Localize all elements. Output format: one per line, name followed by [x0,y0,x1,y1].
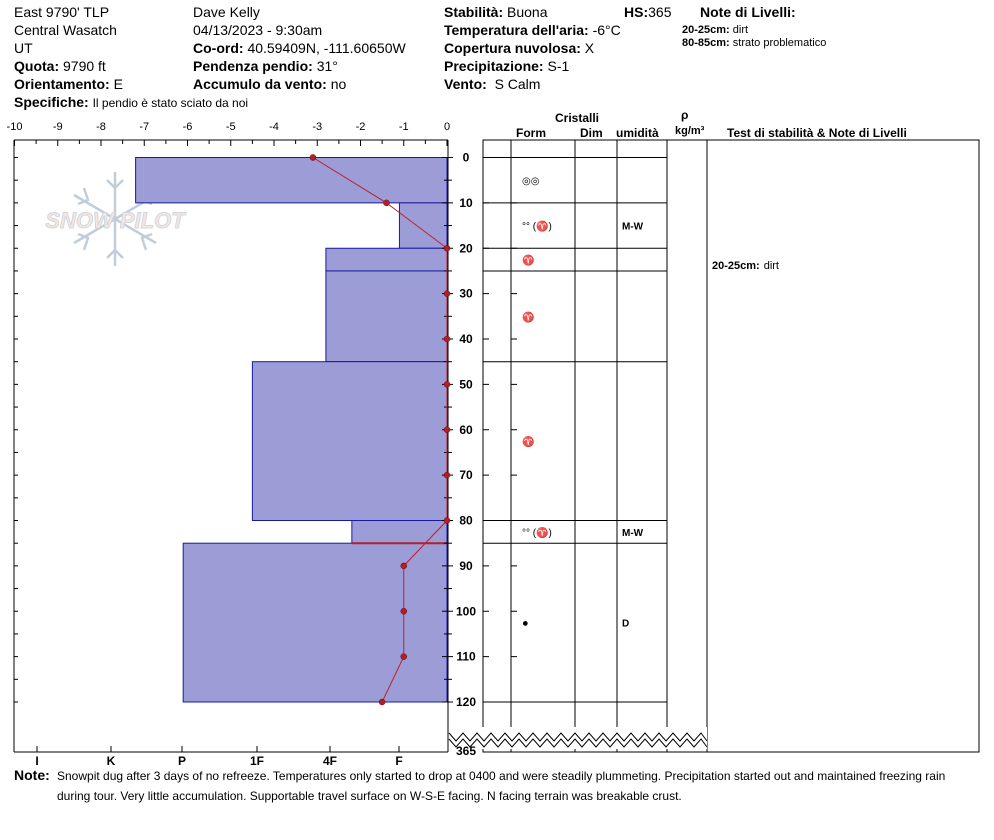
crystal-form-symbol: °° (♈) [522,527,552,539]
slope-value: 31° [316,58,338,74]
wind-loading-value: no [330,76,347,92]
tests-header: Test di stabilità & Note di Livelli [727,126,907,140]
temperature-point [401,654,407,660]
temperature-point [383,200,389,206]
temp-tick-label: -8 [96,121,106,133]
layer-note-2-range: 80-85cm: [682,37,730,49]
temp-tick-label: -3 [312,121,323,133]
aspect-value: E [113,76,123,92]
hardness-bar [252,362,447,521]
location: East 9790' TLP [14,4,110,20]
depth-tick-label: 10 [459,195,473,210]
depth-tick-label: 30 [459,286,473,301]
depth-tick-label: 120 [455,695,477,709]
crystal-form-symbol: °° (♈) [522,221,552,233]
hardness-bar [326,248,447,271]
wind-loading-label: Accumulo da vento: [193,76,327,92]
crystal-form-symbol: ♈ [522,437,535,449]
crystal-form-symbol: ♈ [522,312,535,324]
stability-value: Buona [507,4,548,20]
precip-value: S-1 [547,58,570,74]
hardness-tick-label: P [177,754,187,768]
hardness-tick-label: F [395,754,403,768]
hardness-bar [352,521,447,544]
coord-label: Co-ord: [193,40,244,56]
layer-notes-title: Note di Livelli: [700,4,796,20]
wind-value: S Calm [494,76,541,92]
layer-note-1-text: dirt [732,24,749,36]
hardness-bar [183,543,447,702]
density-unit-header: kg/m³ [675,125,705,137]
temperature-point [444,427,450,433]
temp-tick-label: -4 [269,121,279,133]
temp-tick-label: 0 [443,121,451,133]
hardness-tick-label: 1F [249,754,265,768]
depth-tick-label: 90 [459,558,473,573]
crystals-header: Cristalli [555,111,600,125]
dim-header: Dim [580,126,603,140]
depth-tick-label: 20 [459,241,473,256]
hardness-bar [136,158,447,203]
depth-tick-label: 40 [459,332,473,346]
temperature-point [379,699,385,705]
watermark-text: SNOW PILOT [45,208,185,233]
hs-value: 365 [648,4,672,20]
crystal-humidity: D [622,618,630,630]
right-layer-note-range: 20-25cm: [712,260,760,272]
crystal-symbols [522,176,644,629]
temperature-point [444,245,450,251]
sky-label: Copertura nuvolosa: [444,40,581,56]
notes-line-2: during tour. Very little accumulation. Supportable travel surface on W-S-E facing. N facing terrain was breakable crust. [57,789,682,803]
hardness-layers [136,158,447,703]
temperature-point [444,518,450,524]
specifics-label: Specifiche: [14,94,89,110]
notes-line-1: Snowpit dug after 3 days of no refreeze. Temperatures only started to drop at 0400 and were steadily plummeting. Precipitation started out and maintained freezing rain [57,769,946,783]
hardness-tick-label: K [106,754,116,768]
temp-tick-label: -7 [139,121,150,133]
depth-break-label: 365 [455,744,477,758]
hardness-bar [399,203,447,248]
notes-label: Note: [14,767,50,783]
temp-tick-label: -2 [355,121,366,133]
depth-tick-label: 100 [455,604,477,619]
temp-tick-label: -9 [52,121,63,133]
hardness-bar [326,271,447,362]
air-temp-label: Temperatura dell'aria: [444,22,589,38]
depth-tick-label: 60 [459,422,473,437]
elevation-value: 9790 ft [63,58,106,74]
temperature-point [444,381,450,387]
right-layer-note [712,260,779,272]
hardness-tick-label: 4F [322,754,338,768]
coord-value: 40.59409N, -111.60650W [247,40,406,56]
region: Central Wasatch [14,22,117,38]
temp-tick-label: -1 [398,121,409,133]
depth-tick-label: 50 [459,377,473,392]
form-header: Form [516,126,546,140]
depth-tick-label: 0 [462,150,470,165]
humidity-header: umidità [616,126,659,140]
observer: Dave Kelly [193,4,260,20]
datetime: 04/13/2023 - 9:30am [193,22,323,38]
temp-tick-label: -6 [182,121,193,133]
stability-label: Stabilità: [444,4,504,20]
state: UT [14,40,33,56]
temperature-point [310,155,316,161]
temperature-point [444,472,450,478]
temp-tick-label: -5 [225,121,236,133]
right-layer-note-text: dirt [763,260,779,272]
depth-tick-label: 80 [459,513,473,528]
wind-label: Vento: [444,76,487,92]
precip-label: Precipitazione: [444,58,544,74]
air-temp-value: -6°C [592,22,621,38]
temperature-point [444,291,450,297]
sky-value: X [584,40,595,56]
depth-tick-label: 70 [459,468,473,483]
elevation-label: Quota: [14,58,60,74]
layer-note-1-range: 20-25cm: [682,24,730,36]
slope-label: Pendenza pendio: [193,58,313,74]
depth-tick-label: 110 [456,649,476,664]
temperature-point [401,608,407,614]
specifics-value: Il pendio è stato sciato da noi [92,96,249,110]
hardness-tick-label: I [35,754,39,768]
crystal-humidity: M-W [622,527,644,539]
aspect-label: Orientamento: [14,76,110,92]
temperature-point [444,336,450,342]
crystal-form-symbol: ♈ [522,255,535,267]
temp-tick-label: -10 [6,121,23,133]
temperature-point [401,563,407,569]
layer-note-2-text: strato problematico [732,37,827,49]
crystal-form-symbol: ◎◎ [522,176,540,188]
crystal-humidity: M-W [622,221,644,233]
rho-header: ρ [681,108,689,122]
crystal-form-symbol: ● [522,617,529,630]
hs-label: HS: [624,4,649,20]
